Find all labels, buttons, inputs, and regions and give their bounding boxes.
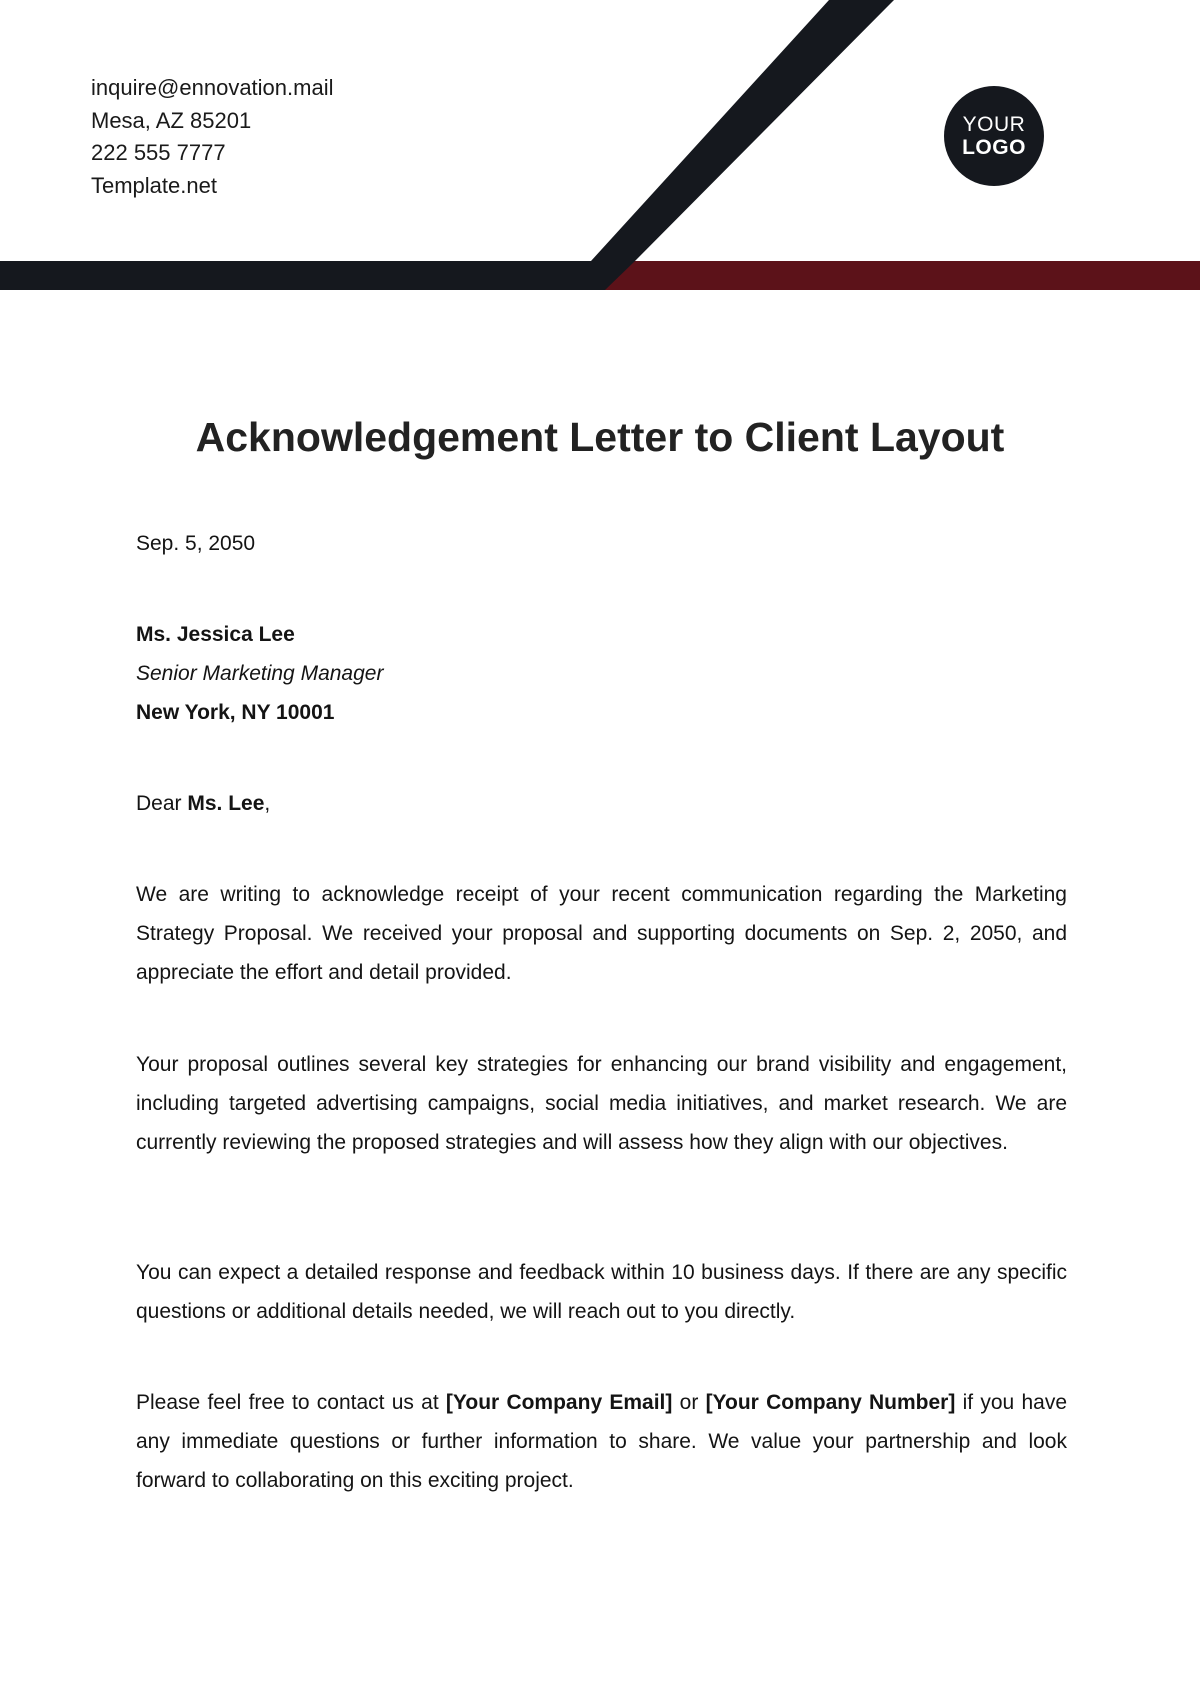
letter-date: Sep. 5, 2050 xyxy=(136,532,256,555)
salutation-suffix: , xyxy=(264,792,271,815)
p4-text-3: if you have any immediate questions or further information to share. We value your partnership and look forward to collaborating on this exciting project. xyxy=(136,1391,1068,1492)
recipient-address: New York, NY 10001 xyxy=(136,701,335,724)
recipient-position: Senior Marketing Manager xyxy=(136,662,384,685)
p4-text-1: Please feel free to contact us at xyxy=(136,1391,446,1414)
salutation xyxy=(136,784,1067,823)
contact-info xyxy=(91,72,333,202)
recipient-block xyxy=(136,615,1067,732)
document-title: Acknowledgement Letter to Client Layout xyxy=(195,414,1005,460)
paragraph-2: Your proposal outlines several key strategies for enhancing our brand visibility and engagement, including targeted advertising campaigns, social media initiatives, and market research. We are currently reviewing the proposed strategies and will assess how they align with our objectives. xyxy=(136,1053,1067,1154)
contact-website: Template.net xyxy=(91,172,217,198)
salutation-prefix: Dear xyxy=(136,792,188,815)
paragraph-4 xyxy=(136,1383,1067,1500)
p4-text-2: or xyxy=(672,1391,706,1414)
company-email-placeholder: [Your Company Email] xyxy=(445,1391,673,1414)
accent-bar xyxy=(605,261,1200,290)
company-logo xyxy=(944,86,1044,186)
recipient-name: Ms. Jessica Lee xyxy=(136,623,295,646)
logo-line2: LOGO xyxy=(962,136,1026,159)
contact-phone: 222 555 7777 xyxy=(91,140,226,165)
salutation-name: Ms. Lee xyxy=(187,792,265,815)
paragraph-1: We are writing to acknowledge receipt of your recent communication regarding the Marketing Strategy Proposal. We received your proposal and supporting documents on Sep. 2, 2050, and appreciate the effort and detail provided. xyxy=(136,883,1067,984)
company-number-placeholder: [Your Company Number] xyxy=(705,1391,956,1414)
contact-email: inquire@ennovation.mail xyxy=(91,75,334,100)
contact-address: Mesa, AZ 85201 xyxy=(91,107,252,133)
logo-line1: YOUR xyxy=(962,113,1026,136)
paragraph-3: You can expect a detailed response and feedback within 10 business days. If there are any specific questions or additional details needed, we will reach out to you directly. xyxy=(136,1261,1067,1323)
